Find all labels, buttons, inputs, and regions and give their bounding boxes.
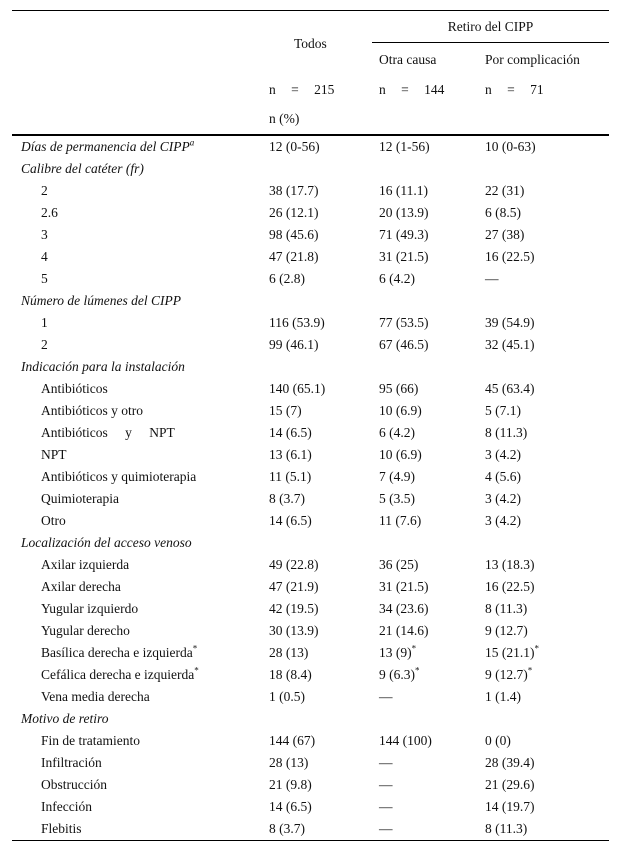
section-row: [12, 290, 609, 312]
cell-todos: 140 (65.1): [269, 381, 326, 396]
table-row: [12, 796, 609, 818]
table-row: [12, 312, 609, 334]
table-row: [12, 202, 609, 224]
table-row: [12, 510, 609, 532]
table-row: [12, 135, 609, 158]
table-row: [12, 730, 609, 752]
row-label: Axilar izquierda: [41, 557, 130, 572]
cell-otra: 7 (4.9): [379, 469, 415, 484]
cell-otra: —: [379, 689, 393, 704]
row-label: Días de permanencia del CIPP: [21, 139, 190, 154]
cell-todos: 13 (6.1): [269, 447, 312, 462]
table-row: [12, 554, 609, 576]
cell-otra: 5 (3.5): [379, 491, 415, 506]
cell-todos: 14 (6.5): [269, 425, 312, 440]
cell-otra: 34 (23.6): [379, 601, 429, 616]
cell-todos: 30 (13.9): [269, 623, 319, 638]
cell-comp: 6 (8.5): [485, 205, 521, 220]
row-label: Vena media derecha: [41, 689, 150, 704]
table-row: [12, 774, 609, 796]
table-row: [12, 818, 609, 841]
asterisk-marker: *: [194, 665, 199, 676]
cell-comp: 10 (0-63): [485, 139, 536, 154]
row-label: Basílica derecha e izquierda: [41, 645, 193, 660]
row-label: 4: [41, 249, 48, 264]
asterisk-marker: *: [527, 665, 533, 676]
header-n-todos: n = 215: [269, 82, 335, 97]
section-row: [12, 708, 609, 730]
row-label: 3: [41, 227, 48, 242]
cell-comp: 0 (0): [485, 733, 511, 748]
table-row: [12, 268, 609, 290]
cell-comp: 28 (39.4): [485, 755, 535, 770]
row-label: Antibióticos: [41, 381, 108, 396]
row-label: 2.6: [41, 205, 58, 220]
table-row: [12, 752, 609, 774]
footnote-marker: a: [189, 137, 195, 148]
cell-todos: 8 (3.7): [269, 491, 305, 506]
cell-otra: —: [379, 777, 393, 792]
cell-todos: 28 (13): [269, 645, 309, 660]
cell-otra: 20 (13.9): [379, 205, 429, 220]
section-label: Motivo de retiro: [21, 711, 109, 726]
table-row: [12, 466, 609, 488]
data-table: [12, 10, 609, 841]
cell-otra: 71 (49.3): [379, 227, 429, 242]
header-empty: [12, 11, 262, 77]
header-retiro: Retiro del CIPP: [372, 11, 609, 43]
header-todos: Todos: [294, 35, 327, 51]
row-label: Antibióticos y NPT: [41, 425, 175, 440]
header-por-complicacion: Por complicación: [485, 51, 580, 67]
table-row: [12, 686, 609, 708]
cell-otra: 12 (1-56): [379, 139, 430, 154]
table-row: [12, 378, 609, 400]
table-row: [12, 488, 609, 510]
row-label: Infiltración: [41, 755, 102, 770]
table-row: [12, 180, 609, 202]
cell-todos: 14 (6.5): [269, 513, 312, 528]
cell-todos: 144 (67): [269, 733, 316, 748]
row-label: Antibióticos y otro: [41, 403, 143, 418]
cell-todos: 42 (19.5): [269, 601, 319, 616]
cell-comp: 13 (18.3): [485, 557, 535, 572]
cell-comp: 14 (19.7): [485, 799, 535, 814]
cell-otra: 6 (4.2): [379, 271, 415, 286]
cell-comp: 5 (7.1): [485, 403, 521, 418]
row-label: 5: [41, 271, 48, 286]
header-n-otra: n = 144: [379, 82, 445, 97]
table-row: [12, 620, 609, 642]
cell-comp: 27 (38): [485, 227, 525, 242]
section-label: Indicación para la instalación: [21, 359, 185, 374]
row-label: Antibióticos y quimioterapia: [41, 469, 197, 484]
cell-comp: 32 (45.1): [485, 337, 535, 352]
row-label: Axilar derecha: [41, 579, 121, 594]
cell-otra: 10 (6.9): [379, 403, 422, 418]
cell-todos: 18 (8.4): [269, 667, 312, 682]
table-row: [12, 444, 609, 466]
cell-otra: 9 (6.3): [379, 667, 415, 682]
cell-comp: 8 (11.3): [478, 818, 609, 841]
cell-otra: 10 (6.9): [379, 447, 422, 462]
cell-comp: 21 (29.6): [485, 777, 535, 792]
table-row: [12, 246, 609, 268]
cell-otra: 11 (7.6): [379, 513, 422, 528]
table-row: [12, 642, 609, 664]
row-label: Otro: [41, 513, 66, 528]
cell-todos: 99 (46.1): [269, 337, 319, 352]
asterisk-marker: *: [534, 643, 539, 654]
row-label: Quimioterapia: [41, 491, 119, 506]
cell-todos: 1 (0.5): [269, 689, 305, 704]
row-label: NPT: [41, 447, 67, 462]
section-row: [12, 356, 609, 378]
section-label: Localización del acceso venoso: [21, 535, 192, 550]
table-row: [12, 576, 609, 598]
cell-todos: 116 (53.9): [269, 315, 325, 330]
cell-comp: 3 (4.2): [485, 491, 521, 506]
table-row: [12, 400, 609, 422]
header-otra-causa: Otra causa: [379, 51, 437, 67]
cell-otra: 16 (11.1): [379, 183, 428, 198]
cell-otra: 144 (100): [379, 733, 432, 748]
cell-comp: 9 (12.7): [485, 623, 528, 638]
asterisk-marker: *: [192, 643, 198, 654]
row-label: Cefálica derecha e izquierda: [41, 667, 195, 682]
cell-comp: —: [485, 271, 499, 286]
cell-todos: 26 (12.1): [269, 205, 319, 220]
cell-otra: 31 (21.5): [379, 249, 429, 264]
section-label: Número de lúmenes del CIPP: [21, 293, 181, 308]
cell-otra: 36 (25): [379, 557, 419, 572]
cell-otra: 77 (53.5): [379, 315, 429, 330]
cell-comp: 8 (11.3): [485, 425, 528, 440]
cell-otra: 95 (66): [379, 381, 419, 396]
table-row: [12, 664, 609, 686]
cell-todos: 21 (9.8): [269, 777, 312, 792]
cell-todos: 98 (45.6): [269, 227, 319, 242]
table-row: [12, 224, 609, 246]
header-n-pct: n (%): [262, 104, 372, 135]
cell-otra: —: [379, 799, 393, 814]
table-row: [12, 598, 609, 620]
row-label: Yugular derecho: [41, 623, 130, 638]
row-label: Yugular izquierdo: [41, 601, 139, 616]
asterisk-marker: *: [415, 665, 420, 676]
section-row: [12, 158, 609, 180]
row-label: Infección: [41, 799, 92, 814]
cell-comp: 8 (11.3): [485, 601, 528, 616]
header-n-comp: n = 71: [485, 82, 544, 97]
cell-todos: 28 (13): [269, 755, 309, 770]
cell-comp: 16 (22.5): [485, 579, 535, 594]
cell-todos: 8 (3.7): [262, 818, 372, 841]
cell-otra: 21 (14.6): [379, 623, 429, 638]
cell-comp: 16 (22.5): [485, 249, 535, 264]
cell-comp: 4 (5.6): [485, 469, 521, 484]
cell-todos: 47 (21.9): [269, 579, 319, 594]
cell-otra: 13 (9): [379, 645, 412, 660]
table-row: [12, 334, 609, 356]
cell-todos: 11 (5.1): [269, 469, 312, 484]
cell-comp: 39 (54.9): [485, 315, 535, 330]
cell-comp: 1 (1.4): [485, 689, 521, 704]
cell-comp: 3 (4.2): [485, 513, 521, 528]
cell-comp: 9 (12.7): [485, 667, 528, 682]
row-label: Obstrucción: [41, 777, 107, 792]
table-row: [12, 422, 609, 444]
cell-todos: 49 (22.8): [269, 557, 319, 572]
cell-comp: 15 (21.1): [485, 645, 535, 660]
row-label: 1: [41, 315, 48, 330]
row-label: 2: [41, 337, 48, 352]
cell-comp: 22 (31): [485, 183, 525, 198]
asterisk-marker: *: [411, 643, 417, 654]
section-row: [12, 532, 609, 554]
row-label: Fin de tratamiento: [41, 733, 140, 748]
cell-todos: 12 (0-56): [269, 139, 320, 154]
cell-otra: 6 (4.2): [379, 425, 415, 440]
section-label: Calibre del catéter (fr): [21, 161, 144, 176]
cell-otra: 67 (46.5): [379, 337, 429, 352]
row-label: Flebitis: [12, 818, 262, 841]
cell-todos: 6 (2.8): [269, 271, 305, 286]
row-label: 2: [41, 183, 48, 198]
cell-todos: 14 (6.5): [269, 799, 312, 814]
cell-todos: 38 (17.7): [269, 183, 319, 198]
cell-otra: —: [379, 755, 393, 770]
cell-comp: 3 (4.2): [485, 447, 521, 462]
cell-todos: 15 (7): [269, 403, 302, 418]
cell-todos: 47 (21.8): [269, 249, 319, 264]
cell-comp: 45 (63.4): [485, 381, 535, 396]
cell-otra: —: [372, 818, 478, 841]
cell-otra: 31 (21.5): [379, 579, 429, 594]
